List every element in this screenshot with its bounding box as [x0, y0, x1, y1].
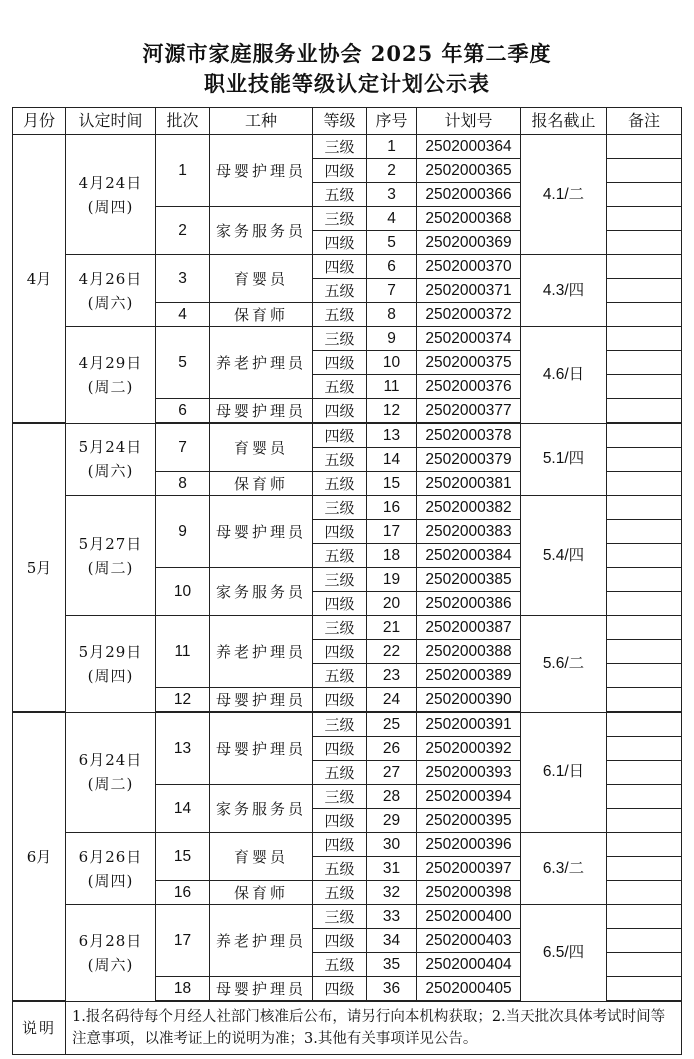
plan-number-cell: 2502000375	[417, 351, 521, 375]
column-header: 工种	[210, 108, 313, 135]
batch-cell: 7	[156, 423, 210, 472]
remark-cell	[607, 496, 682, 520]
level-cell: 三级	[313, 207, 367, 231]
plan-number-cell: 2502000397	[417, 857, 521, 881]
note-text: 1.报名码待每个月经人社部门核准后公布，请另行向本机构获取；2.当天批次具体考试时间等注意事项，以准考证上的说明为准；3.其他有关事项详见公告。	[66, 1001, 682, 1055]
plan-number-cell: 2502000386	[417, 592, 521, 616]
level-cell: 五级	[313, 664, 367, 688]
date-cell	[66, 616, 156, 713]
plan-number-cell: 2502000364	[417, 135, 521, 159]
job-cell: 母婴护理员	[210, 977, 313, 1002]
level-cell: 三级	[313, 135, 367, 159]
seq-cell: 15	[367, 472, 417, 496]
remark-cell	[607, 231, 682, 255]
table-row	[13, 135, 682, 159]
batch-cell: 16	[156, 881, 210, 905]
month-cell: 4月	[13, 135, 66, 424]
level-cell: 四级	[313, 929, 367, 953]
date-cell	[66, 833, 156, 905]
weekday-text: (周四)	[87, 871, 134, 890]
batch-cell: 14	[156, 785, 210, 833]
remark-cell	[607, 881, 682, 905]
job-cell: 养老护理员	[210, 616, 313, 688]
level-cell: 三级	[313, 327, 367, 351]
remark-cell	[607, 857, 682, 881]
batch-cell: 6	[156, 399, 210, 424]
level-cell: 四级	[313, 159, 367, 183]
weekday-text: (周四)	[87, 197, 134, 216]
remark-cell	[607, 929, 682, 953]
remark-cell	[607, 279, 682, 303]
batch-cell: 8	[156, 472, 210, 496]
job-cell: 育婴员	[210, 423, 313, 472]
seq-cell: 5	[367, 231, 417, 255]
deadline-cell: 4.3/四	[521, 255, 607, 327]
date-text: 5月29日	[78, 642, 143, 661]
seq-cell: 30	[367, 833, 417, 857]
date-cell	[66, 327, 156, 424]
date-text: 6月24日	[78, 751, 143, 770]
document-title: 河源市家庭服务业协会 2025 年第二季度	[142, 41, 552, 66]
date-cell	[66, 712, 156, 833]
remark-cell	[607, 303, 682, 327]
seq-cell: 35	[367, 953, 417, 977]
seq-cell: 1	[367, 135, 417, 159]
remark-cell	[607, 737, 682, 761]
seq-cell: 16	[367, 496, 417, 520]
batch-cell: 2	[156, 207, 210, 255]
month-cell: 5月	[13, 423, 66, 712]
batch-cell: 10	[156, 568, 210, 616]
table-row	[13, 905, 682, 929]
plan-number-cell: 2502000365	[417, 159, 521, 183]
seq-cell: 26	[367, 737, 417, 761]
job-cell: 母婴护理员	[210, 135, 313, 207]
plan-number-cell: 2502000374	[417, 327, 521, 351]
plan-number-cell: 2502000387	[417, 616, 521, 640]
plan-number-cell: 2502000395	[417, 809, 521, 833]
plan-number-cell: 2502000381	[417, 472, 521, 496]
plan-number-cell: 2502000394	[417, 785, 521, 809]
deadline-cell: 6.3/二	[521, 833, 607, 905]
plan-table	[12, 107, 682, 1055]
seq-cell: 21	[367, 616, 417, 640]
plan-number-cell: 2502000382	[417, 496, 521, 520]
batch-cell: 17	[156, 905, 210, 977]
seq-cell: 10	[367, 351, 417, 375]
seq-cell: 19	[367, 568, 417, 592]
plan-number-cell: 2502000392	[417, 737, 521, 761]
seq-cell: 34	[367, 929, 417, 953]
remark-cell	[607, 953, 682, 977]
batch-cell: 1	[156, 135, 210, 207]
level-cell: 五级	[313, 303, 367, 327]
level-cell: 四级	[313, 640, 367, 664]
batch-cell: 9	[156, 496, 210, 568]
seq-cell: 7	[367, 279, 417, 303]
remark-cell	[607, 255, 682, 279]
table-row	[13, 833, 682, 857]
seq-cell: 14	[367, 448, 417, 472]
level-cell: 三级	[313, 785, 367, 809]
table-row	[13, 712, 682, 737]
seq-cell: 27	[367, 761, 417, 785]
remark-cell	[607, 688, 682, 713]
note-row	[13, 1001, 682, 1055]
table-row	[13, 327, 682, 351]
deadline-cell: 6.1/日	[521, 712, 607, 833]
level-cell: 四级	[313, 231, 367, 255]
column-header: 认定时间	[66, 108, 156, 135]
plan-number-cell: 2502000388	[417, 640, 521, 664]
weekday-text: (周二)	[87, 775, 134, 794]
seq-cell: 18	[367, 544, 417, 568]
level-cell: 三级	[313, 905, 367, 929]
column-header: 批次	[156, 108, 210, 135]
remark-cell	[607, 592, 682, 616]
level-cell: 五级	[313, 857, 367, 881]
seq-cell: 36	[367, 977, 417, 1002]
deadline-cell: 5.6/二	[521, 616, 607, 713]
job-cell: 家务服务员	[210, 207, 313, 255]
remark-cell	[607, 544, 682, 568]
deadline-cell: 6.5/四	[521, 905, 607, 1002]
remark-cell	[607, 712, 682, 737]
job-cell: 家务服务员	[210, 785, 313, 833]
seq-cell: 20	[367, 592, 417, 616]
deadline-cell: 4.6/日	[521, 327, 607, 424]
plan-number-cell: 2502000403	[417, 929, 521, 953]
note-label: 说明	[13, 1001, 66, 1055]
batch-cell: 5	[156, 327, 210, 399]
deadline-cell: 5.1/四	[521, 423, 607, 496]
level-cell: 三级	[313, 568, 367, 592]
date-text: 4月29日	[78, 353, 143, 372]
weekday-text: (周六)	[87, 462, 134, 481]
date-cell	[66, 255, 156, 327]
seq-cell: 28	[367, 785, 417, 809]
remark-cell	[607, 183, 682, 207]
remark-cell	[607, 423, 682, 448]
level-cell: 四级	[313, 255, 367, 279]
remark-cell	[607, 833, 682, 857]
level-cell: 四级	[313, 399, 367, 424]
remark-cell	[607, 351, 682, 375]
level-cell: 四级	[313, 351, 367, 375]
plan-number-cell: 2502000377	[417, 399, 521, 424]
remark-cell	[607, 207, 682, 231]
document-subtitle: 职业技能等级认定计划公示表	[204, 71, 490, 96]
seq-cell: 32	[367, 881, 417, 905]
plan-number-cell: 2502000391	[417, 712, 521, 737]
job-cell: 养老护理员	[210, 905, 313, 977]
level-cell: 四级	[313, 977, 367, 1002]
date-cell	[66, 905, 156, 1002]
batch-cell: 18	[156, 977, 210, 1002]
seq-cell: 8	[367, 303, 417, 327]
seq-cell: 22	[367, 640, 417, 664]
job-cell: 母婴护理员	[210, 496, 313, 568]
header-row	[13, 108, 682, 135]
plan-number-cell: 2502000379	[417, 448, 521, 472]
remark-cell	[607, 375, 682, 399]
batch-cell: 11	[156, 616, 210, 688]
seq-cell: 2	[367, 159, 417, 183]
level-cell: 四级	[313, 809, 367, 833]
plan-number-cell: 2502000370	[417, 255, 521, 279]
plan-number-cell: 2502000383	[417, 520, 521, 544]
remark-cell	[607, 809, 682, 833]
plan-number-cell: 2502000389	[417, 664, 521, 688]
table-row	[13, 496, 682, 520]
date-cell	[66, 496, 156, 616]
weekday-text: (周二)	[87, 558, 134, 577]
seq-cell: 3	[367, 183, 417, 207]
level-cell: 三级	[313, 616, 367, 640]
job-cell: 家务服务员	[210, 568, 313, 616]
plan-number-cell: 2502000376	[417, 375, 521, 399]
remark-cell	[607, 327, 682, 351]
level-cell: 五级	[313, 953, 367, 977]
plan-number-cell: 2502000378	[417, 423, 521, 448]
level-cell: 四级	[313, 423, 367, 448]
remark-cell	[607, 472, 682, 496]
seq-cell: 17	[367, 520, 417, 544]
level-cell: 四级	[313, 737, 367, 761]
job-cell: 母婴护理员	[210, 688, 313, 713]
remark-cell	[607, 977, 682, 1002]
seq-cell: 24	[367, 688, 417, 713]
remark-cell	[607, 616, 682, 640]
job-cell: 母婴护理员	[210, 399, 313, 424]
table-row	[13, 423, 682, 448]
batch-cell: 3	[156, 255, 210, 303]
remark-cell	[607, 399, 682, 424]
batch-cell: 15	[156, 833, 210, 881]
plan-number-cell: 2502000400	[417, 905, 521, 929]
level-cell: 五级	[313, 761, 367, 785]
job-cell: 保育师	[210, 472, 313, 496]
plan-number-cell: 2502000384	[417, 544, 521, 568]
column-header: 序号	[367, 108, 417, 135]
table-row	[13, 616, 682, 640]
level-cell: 五级	[313, 472, 367, 496]
level-cell: 五级	[313, 544, 367, 568]
column-header: 月份	[13, 108, 66, 135]
date-text: 6月26日	[78, 847, 143, 866]
job-cell: 育婴员	[210, 833, 313, 881]
level-cell: 三级	[313, 496, 367, 520]
plan-number-cell: 2502000393	[417, 761, 521, 785]
remark-cell	[607, 761, 682, 785]
seq-cell: 11	[367, 375, 417, 399]
date-text: 4月26日	[78, 269, 143, 288]
month-cell: 6月	[13, 712, 66, 1001]
seq-cell: 25	[367, 712, 417, 737]
date-cell	[66, 135, 156, 255]
batch-cell: 12	[156, 688, 210, 713]
level-cell: 五级	[313, 183, 367, 207]
seq-cell: 33	[367, 905, 417, 929]
batch-cell: 13	[156, 712, 210, 785]
job-cell: 养老护理员	[210, 327, 313, 399]
level-cell: 四级	[313, 520, 367, 544]
deadline-cell: 5.4/四	[521, 496, 607, 616]
level-cell: 四级	[313, 833, 367, 857]
level-cell: 五级	[313, 881, 367, 905]
level-cell: 四级	[313, 688, 367, 713]
level-cell: 五级	[313, 279, 367, 303]
job-cell: 保育师	[210, 881, 313, 905]
level-cell: 四级	[313, 592, 367, 616]
date-text: 6月28日	[78, 931, 143, 950]
remark-cell	[607, 640, 682, 664]
plan-number-cell: 2502000398	[417, 881, 521, 905]
batch-cell: 4	[156, 303, 210, 327]
plan-number-cell: 2502000405	[417, 977, 521, 1002]
remark-cell	[607, 905, 682, 929]
table-body	[13, 135, 682, 1002]
weekday-text: (周四)	[87, 666, 134, 685]
plan-number-cell: 2502000369	[417, 231, 521, 255]
level-cell: 五级	[313, 448, 367, 472]
remark-cell	[607, 135, 682, 159]
weekday-text: (周六)	[87, 955, 134, 974]
level-cell: 五级	[313, 375, 367, 399]
deadline-cell: 4.1/二	[521, 135, 607, 255]
seq-cell: 13	[367, 423, 417, 448]
seq-cell: 29	[367, 809, 417, 833]
plan-number-cell: 2502000385	[417, 568, 521, 592]
plan-number-cell: 2502000371	[417, 279, 521, 303]
seq-cell: 12	[367, 399, 417, 424]
plan-number-cell: 2502000404	[417, 953, 521, 977]
date-text: 4月24日	[78, 173, 143, 192]
remark-cell	[607, 785, 682, 809]
job-cell: 保育师	[210, 303, 313, 327]
remark-cell	[607, 159, 682, 183]
job-cell: 育婴员	[210, 255, 313, 303]
weekday-text: (周二)	[87, 377, 134, 396]
seq-cell: 9	[367, 327, 417, 351]
plan-number-cell: 2502000396	[417, 833, 521, 857]
seq-cell: 6	[367, 255, 417, 279]
seq-cell: 4	[367, 207, 417, 231]
date-text: 5月24日	[78, 438, 143, 457]
column-header: 计划号	[417, 108, 521, 135]
column-header: 报名截止	[521, 108, 607, 135]
date-text: 5月27日	[78, 534, 143, 553]
column-header: 等级	[313, 108, 367, 135]
weekday-text: (周六)	[87, 293, 134, 312]
plan-number-cell: 2502000366	[417, 183, 521, 207]
job-cell: 母婴护理员	[210, 712, 313, 785]
table-row	[13, 255, 682, 279]
seq-cell: 31	[367, 857, 417, 881]
remark-cell	[607, 520, 682, 544]
column-header: 备注	[607, 108, 682, 135]
date-cell	[66, 423, 156, 496]
plan-number-cell: 2502000372	[417, 303, 521, 327]
plan-number-cell: 2502000368	[417, 207, 521, 231]
remark-cell	[607, 664, 682, 688]
seq-cell: 23	[367, 664, 417, 688]
level-cell: 三级	[313, 712, 367, 737]
remark-cell	[607, 568, 682, 592]
plan-number-cell: 2502000390	[417, 688, 521, 713]
remark-cell	[607, 448, 682, 472]
